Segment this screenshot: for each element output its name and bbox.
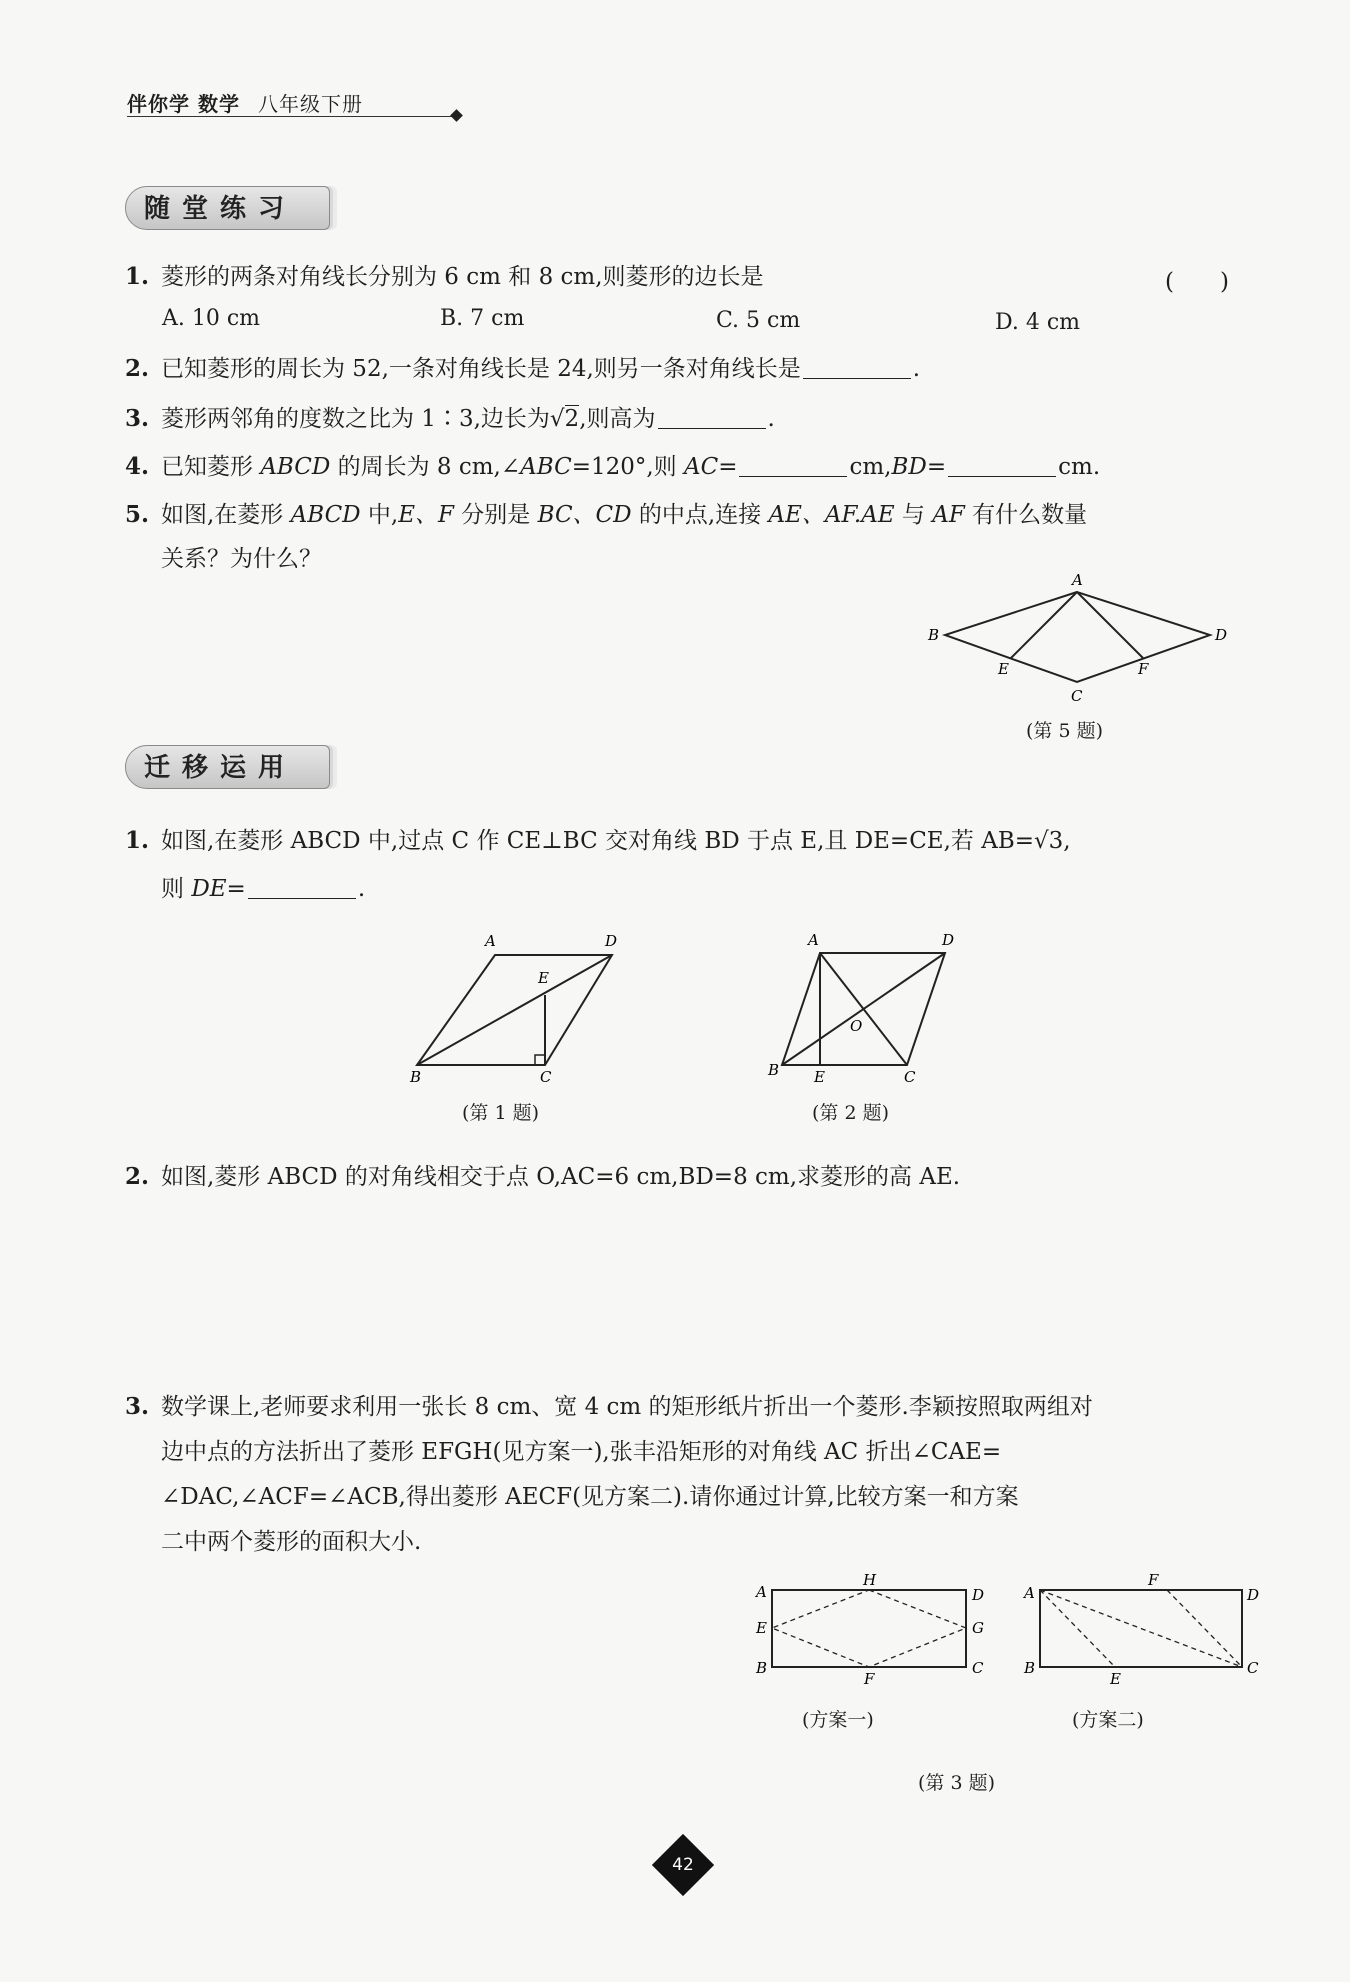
section-tag-practice: 随堂练习 (125, 186, 330, 230)
segment-ae (1040, 1590, 1115, 1667)
application-question-3-line2: 边中点的方法折出了菱形 EFGH(见方案一),张丰沿矩形的对角线 AC 折出∠CAE= (161, 1439, 1002, 1465)
page-number: 42 (672, 1855, 694, 1875)
answer-blank-ac[interactable] (739, 454, 847, 477)
label-e: E (756, 1619, 767, 1637)
question-4: 4. 已知菱形 ABCD 的周长为 8 cm,∠ABC=120°,则 AC= cm,BD= cm. (125, 453, 1101, 480)
figure-plan-2 (1020, 1570, 1260, 1695)
application-question-3-line4: 二中两个菱形的面积大小. (161, 1529, 422, 1555)
figure-q2-rhombus (762, 925, 962, 1085)
label-a: A (1024, 1584, 1035, 1602)
caption-plan-2: (方案二) (1072, 1709, 1144, 1731)
question-2: 2. 已知菱形的周长为 52,一条对角线长是 24,则另一条对角线长是 . (125, 355, 921, 382)
answer-blank[interactable] (658, 406, 766, 429)
label-h: H (863, 1571, 877, 1589)
label-f: F (1138, 660, 1149, 678)
application-question-3: 3. 数学课上,老师要求利用一张长 8 cm、宽 4 cm 的矩形纸片折出一个菱形.李颖按照取两组对 (125, 1393, 1093, 1420)
label-e: E (814, 1068, 825, 1086)
book-grade: 八年级下册 (257, 92, 363, 116)
header-diamond-icon (450, 109, 463, 122)
label-c: C (972, 1659, 984, 1677)
caption-q5: (第 5 题) (1026, 720, 1103, 742)
option-b: B. 7 cm (440, 306, 525, 331)
label-e: E (1110, 1670, 1121, 1688)
label-c: C (904, 1068, 916, 1086)
caption-figure-1: (第 1 题) (462, 1102, 539, 1124)
label-d: D (942, 931, 955, 949)
running-header (127, 88, 363, 117)
label-b: B (928, 626, 940, 644)
label-o: O (850, 1017, 863, 1035)
option-c: C. 5 cm (716, 308, 801, 333)
label-d: D (1247, 1586, 1260, 1604)
segment-cf (1167, 1590, 1242, 1667)
label-a: A (1072, 571, 1083, 589)
answer-blank[interactable] (803, 356, 911, 379)
diagonal-ac (1040, 1590, 1242, 1667)
label-e: E (998, 660, 1009, 678)
label-b: B (410, 1068, 422, 1086)
figure-q1-rhombus (405, 925, 630, 1085)
rectangle-abcd (772, 1590, 966, 1667)
application-question-3-line3: ∠DAC,∠ACF=∠ACB,得出菱形 AECF(见方案二).请你通过计算,比较方案一和方案 (161, 1484, 1019, 1510)
question-3: 3. 菱形两邻角的度数之比为 1∶3,边长为√2,则高为 . (125, 405, 775, 432)
question-5: 5. 如图,在菱形 ABCD 中,E、F 分别是 BC、CD 的中点,连接 AE、AF.AE 与 AF 有什么数量 (125, 501, 1088, 528)
application-question-2: 2. 如图,菱形 ABCD 的对角线相交于点 O,AC=6 cm,BD=8 cm,求菱形的高 AE. (125, 1163, 961, 1190)
label-g: G (972, 1619, 984, 1637)
label-e: E (538, 969, 549, 987)
label-a: A (485, 932, 496, 950)
question-5-line2: 关系？为什么？ (161, 546, 322, 572)
label-a: A (756, 1583, 767, 1601)
label-c: C (1247, 1659, 1259, 1677)
label-d: D (972, 1586, 985, 1604)
label-c: C (540, 1068, 552, 1086)
answer-paren: ( ) (1165, 269, 1229, 295)
header-rule (127, 116, 457, 117)
caption-plan-1: (方案一) (802, 1709, 874, 1731)
section-tag-application: 迁移运用 (125, 745, 330, 789)
label-c: C (1071, 687, 1083, 705)
label-f: F (864, 1670, 875, 1688)
diagonal-bd (417, 955, 612, 1065)
figure-q5-rhombus (925, 570, 1245, 710)
figure-plan-1 (752, 1570, 987, 1695)
rhombus-efgh (772, 1590, 966, 1667)
label-f: F (1148, 1571, 1159, 1589)
label-a: A (808, 931, 819, 949)
label-b: B (768, 1061, 780, 1079)
caption-q3: (第 3 题) (918, 1772, 995, 1794)
diagonal-ac (820, 953, 907, 1065)
application-question-1-line2: 则 DE= . (161, 876, 366, 902)
book-title: 伴你学 数学 (127, 92, 240, 116)
rhombus-abcd (945, 592, 1210, 682)
right-angle-mark-icon (535, 1055, 545, 1065)
caption-figure-2: (第 2 题) (812, 1102, 889, 1124)
label-d: D (605, 932, 618, 950)
option-d: D. 4 cm (995, 310, 1081, 335)
label-d: D (1215, 626, 1228, 644)
answer-blank[interactable] (248, 876, 356, 899)
application-question-1: 1. 如图,在菱形 ABCD 中,过点 C 作 CE⊥BC 交对角线 BD 于点 E,且 DE=CE,若 AB=√3, (125, 827, 1071, 854)
label-b: B (1024, 1659, 1036, 1677)
option-a: A. 10 cm (162, 306, 261, 331)
sqrt-sign-icon: √ (549, 406, 565, 432)
answer-blank-bd[interactable] (948, 454, 1056, 477)
label-b: B (756, 1659, 768, 1677)
question-1: 1. 菱形的两条对角线长分别为 6 cm 和 8 cm,则菱形的边长是 (125, 263, 764, 290)
